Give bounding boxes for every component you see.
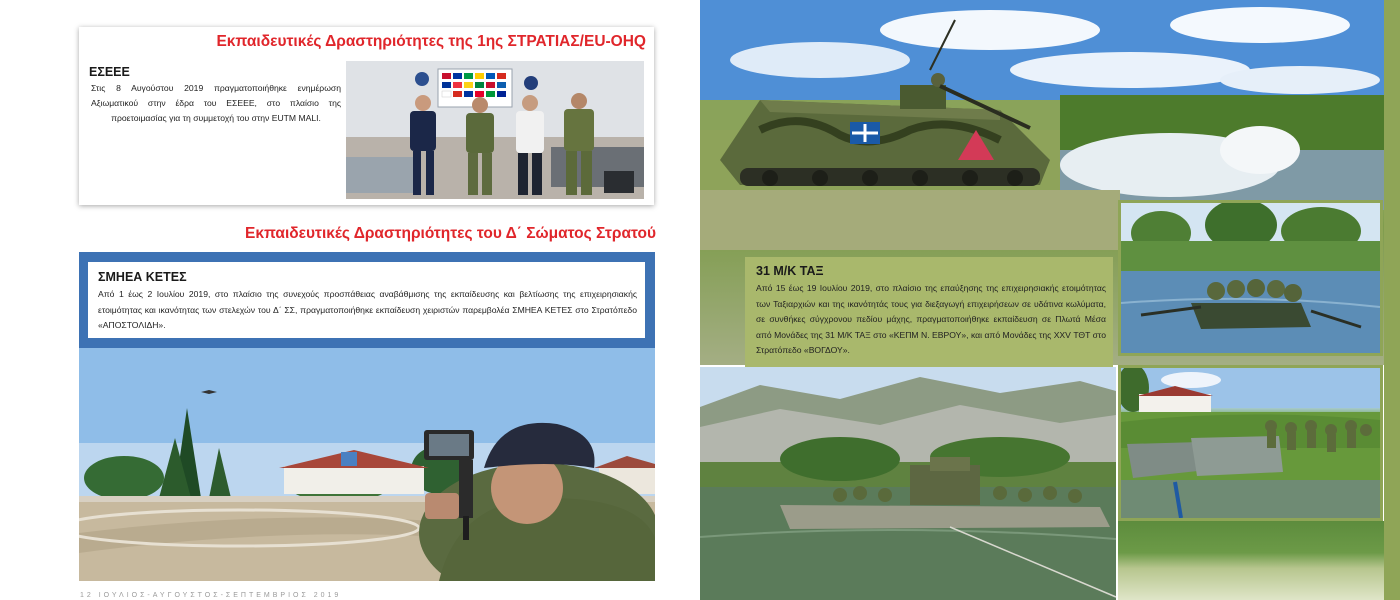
31mk-tax-title: 31 Μ/Κ ΤΑΞ: [756, 264, 824, 278]
riverbank-photo: [1118, 521, 1384, 600]
smhea-text: Από 1 έως 2 Ιουλίου 2019, στο πλαίσιο της συνεχούς προσπάθειας αναβάθμισης της εκπαίδευσης και βελτίωσης της επιχειρησιακής ετοιμότητας και ικανότητας των στελεχών του Δ΄ ΣΣ, πραγματοποιήθηκε εκπαίδευση χειριστών παρεμβολέα ΣΜΗΕΑ ΚΕΤΕΣ στο Στρατόπεδο «ΑΠΟΣΤΟΛΙΔΗ».: [98, 289, 637, 330]
31mk-tax-text-box: [745, 257, 1113, 367]
pontoon-bridge-photo: [700, 367, 1116, 600]
31mk-tax-text: Από 15 έως 19 Ιουλίου 2019, στο πλαίσιο της επαύξησης της επιχειρησιακής ετοιμότητας των Ταξιαρχιών και της ικανότητάς τους για διεξαγωγή επιχειρήσεων σε υδάτινα κωλύματα, σε συνθήκες σύγχρονου πεδίου μάχης, πραγματοποιήθηκε εκπαίδευση σε Πλωτά Μέσα από Μονάδες της 31 Μ/Κ ΤΑΞ στο «ΚΕΠΜ Ν. ΕΒΡΟΥ», και από Μονάδες της XXV ΤΘΤ στο Στρατόπεδο «ΒΟΓΔΟΥ».: [756, 283, 1106, 355]
eseee-text: Στις 8 Αυγούστου 2019 πραγματοποιήθηκε ενημέρωση Αξιωματικού στην έδρα του ΕΣΕΕΕ, στο πλαίσιο της προετοιμασίας για τη συμμετοχή του στην EUTM MALI.: [91, 83, 341, 123]
boats-shore-photo: [1118, 365, 1383, 521]
smhea-panel: [79, 252, 655, 581]
right-page: [700, 0, 1400, 600]
page-footer: 12 ΙΟΥΛΙΟΣ-ΑΥΓΟΥΣΤΟΣ-ΣΕΠΤΕΜΒΡΙΟΣ 2019: [80, 592, 342, 599]
section-heading-1ha-stratia: Εκπαιδευτικές Δραστηριότητες της 1ης ΣΤΡΑΤΙΑΣ/EU-OHQ: [216, 33, 646, 50]
section-heading-d-soma: Εκπαιδευτικές Δραστηριότητες του Δ΄ Σώματος Στρατού: [245, 225, 656, 242]
eseee-title: ΕΣΕΕΕ: [89, 65, 130, 79]
page-edge-strip: [1384, 0, 1400, 600]
rubber-boat-photo: [1118, 200, 1383, 356]
drone-operator-photo: [79, 348, 655, 581]
eseee-card: [79, 27, 654, 205]
smhea-title: ΣΜΗΕΑ ΚΕΤΕΣ: [98, 270, 187, 284]
smhea-text-box: [88, 262, 645, 338]
eseee-photo: [346, 61, 644, 199]
